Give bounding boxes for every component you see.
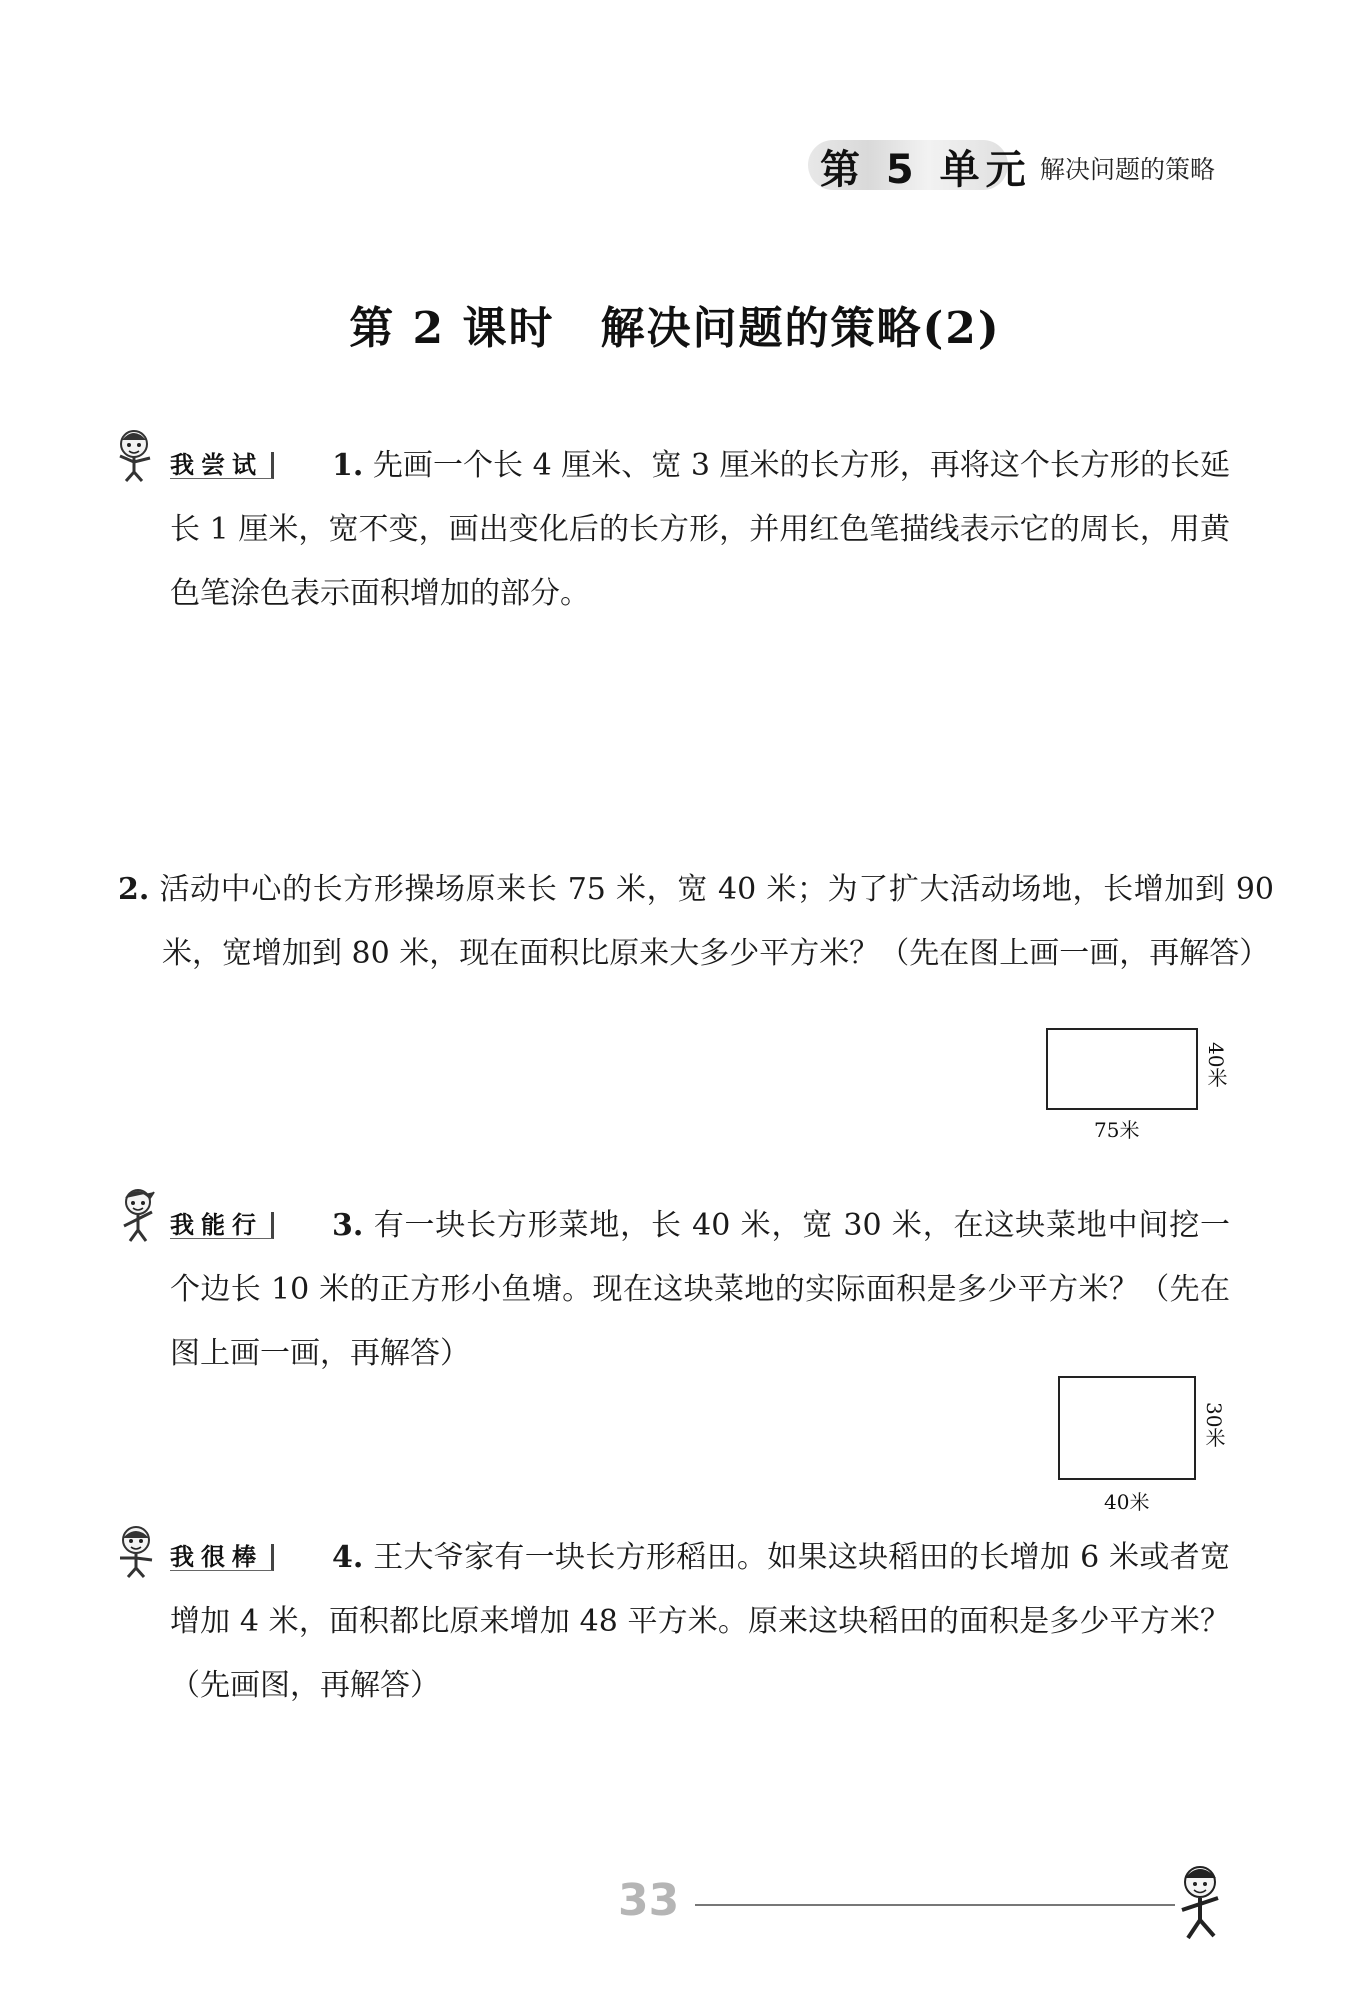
question-number: 1.: [332, 448, 364, 483]
section-label-try: 我尝试: [170, 452, 274, 479]
section-label-great: 我很棒: [170, 1544, 274, 1571]
question-number: 2.: [118, 872, 150, 907]
question-1: [170, 434, 1230, 626]
question-number: 4.: [332, 1540, 364, 1575]
question-3: [170, 1194, 1230, 1386]
height-label: 30米: [1202, 1402, 1226, 1448]
page-number: 33: [618, 1875, 680, 1926]
mascot-girl-thumbs-icon: [112, 1522, 162, 1578]
unit-subtitle: 解决问题的策略: [1040, 155, 1216, 184]
vegetable-field-rectangle-diagram: [1058, 1376, 1196, 1480]
footer-divider: [695, 1904, 1175, 1906]
question-4: [170, 1526, 1230, 1718]
question-text: 先画一个长 4 厘米、宽 3 厘米的长方形，再将这个长方形的长延长 1 厘米，宽不变，画出变化后的长方形，并用红色笔描线表示它的周长，用黄色笔涂色表示面积增加的部分。: [170, 448, 1230, 611]
lesson-title: 第 2 课时 解决问题的策略(2): [349, 303, 1001, 354]
mascot-girl-icon: [112, 426, 162, 482]
section-label-can: 我能行: [170, 1212, 274, 1239]
unit-title: 第 5 单元: [820, 147, 1032, 193]
question-text: 活动中心的长方形操场原来长 75 米，宽 40 米；为了扩大活动场地，长增加到 90 米，宽增加到 80 米，现在面积比原来大多少平方米？（先在图上画一画，再解答）: [159, 872, 1274, 971]
mascot-boy-icon: [114, 1186, 164, 1242]
question-2: [118, 858, 1274, 986]
question-text: 有一块长方形菜地，长 40 米，宽 30 米，在这块菜地中间挖一个边长 10 米的正方形小鱼塘。现在这块菜地的实际面积是多少平方米？（先在图上画一画，再解答）: [170, 1208, 1230, 1371]
width-label: 40米: [1104, 1490, 1150, 1514]
question-text: 王大爷家有一块长方形稻田。如果这块稻田的长增加 6 米或者宽增加 4 米，面积都比原来增加 48 平方米。原来这块稻田的面积是多少平方米？（先画图，再解答）: [170, 1540, 1230, 1703]
field-rectangle-diagram: [1046, 1028, 1198, 1110]
question-number: 3.: [332, 1208, 364, 1243]
width-label: 75米: [1094, 1118, 1140, 1142]
mascot-running-icon: [1170, 1860, 1234, 1944]
height-label: 40米: [1204, 1042, 1228, 1088]
